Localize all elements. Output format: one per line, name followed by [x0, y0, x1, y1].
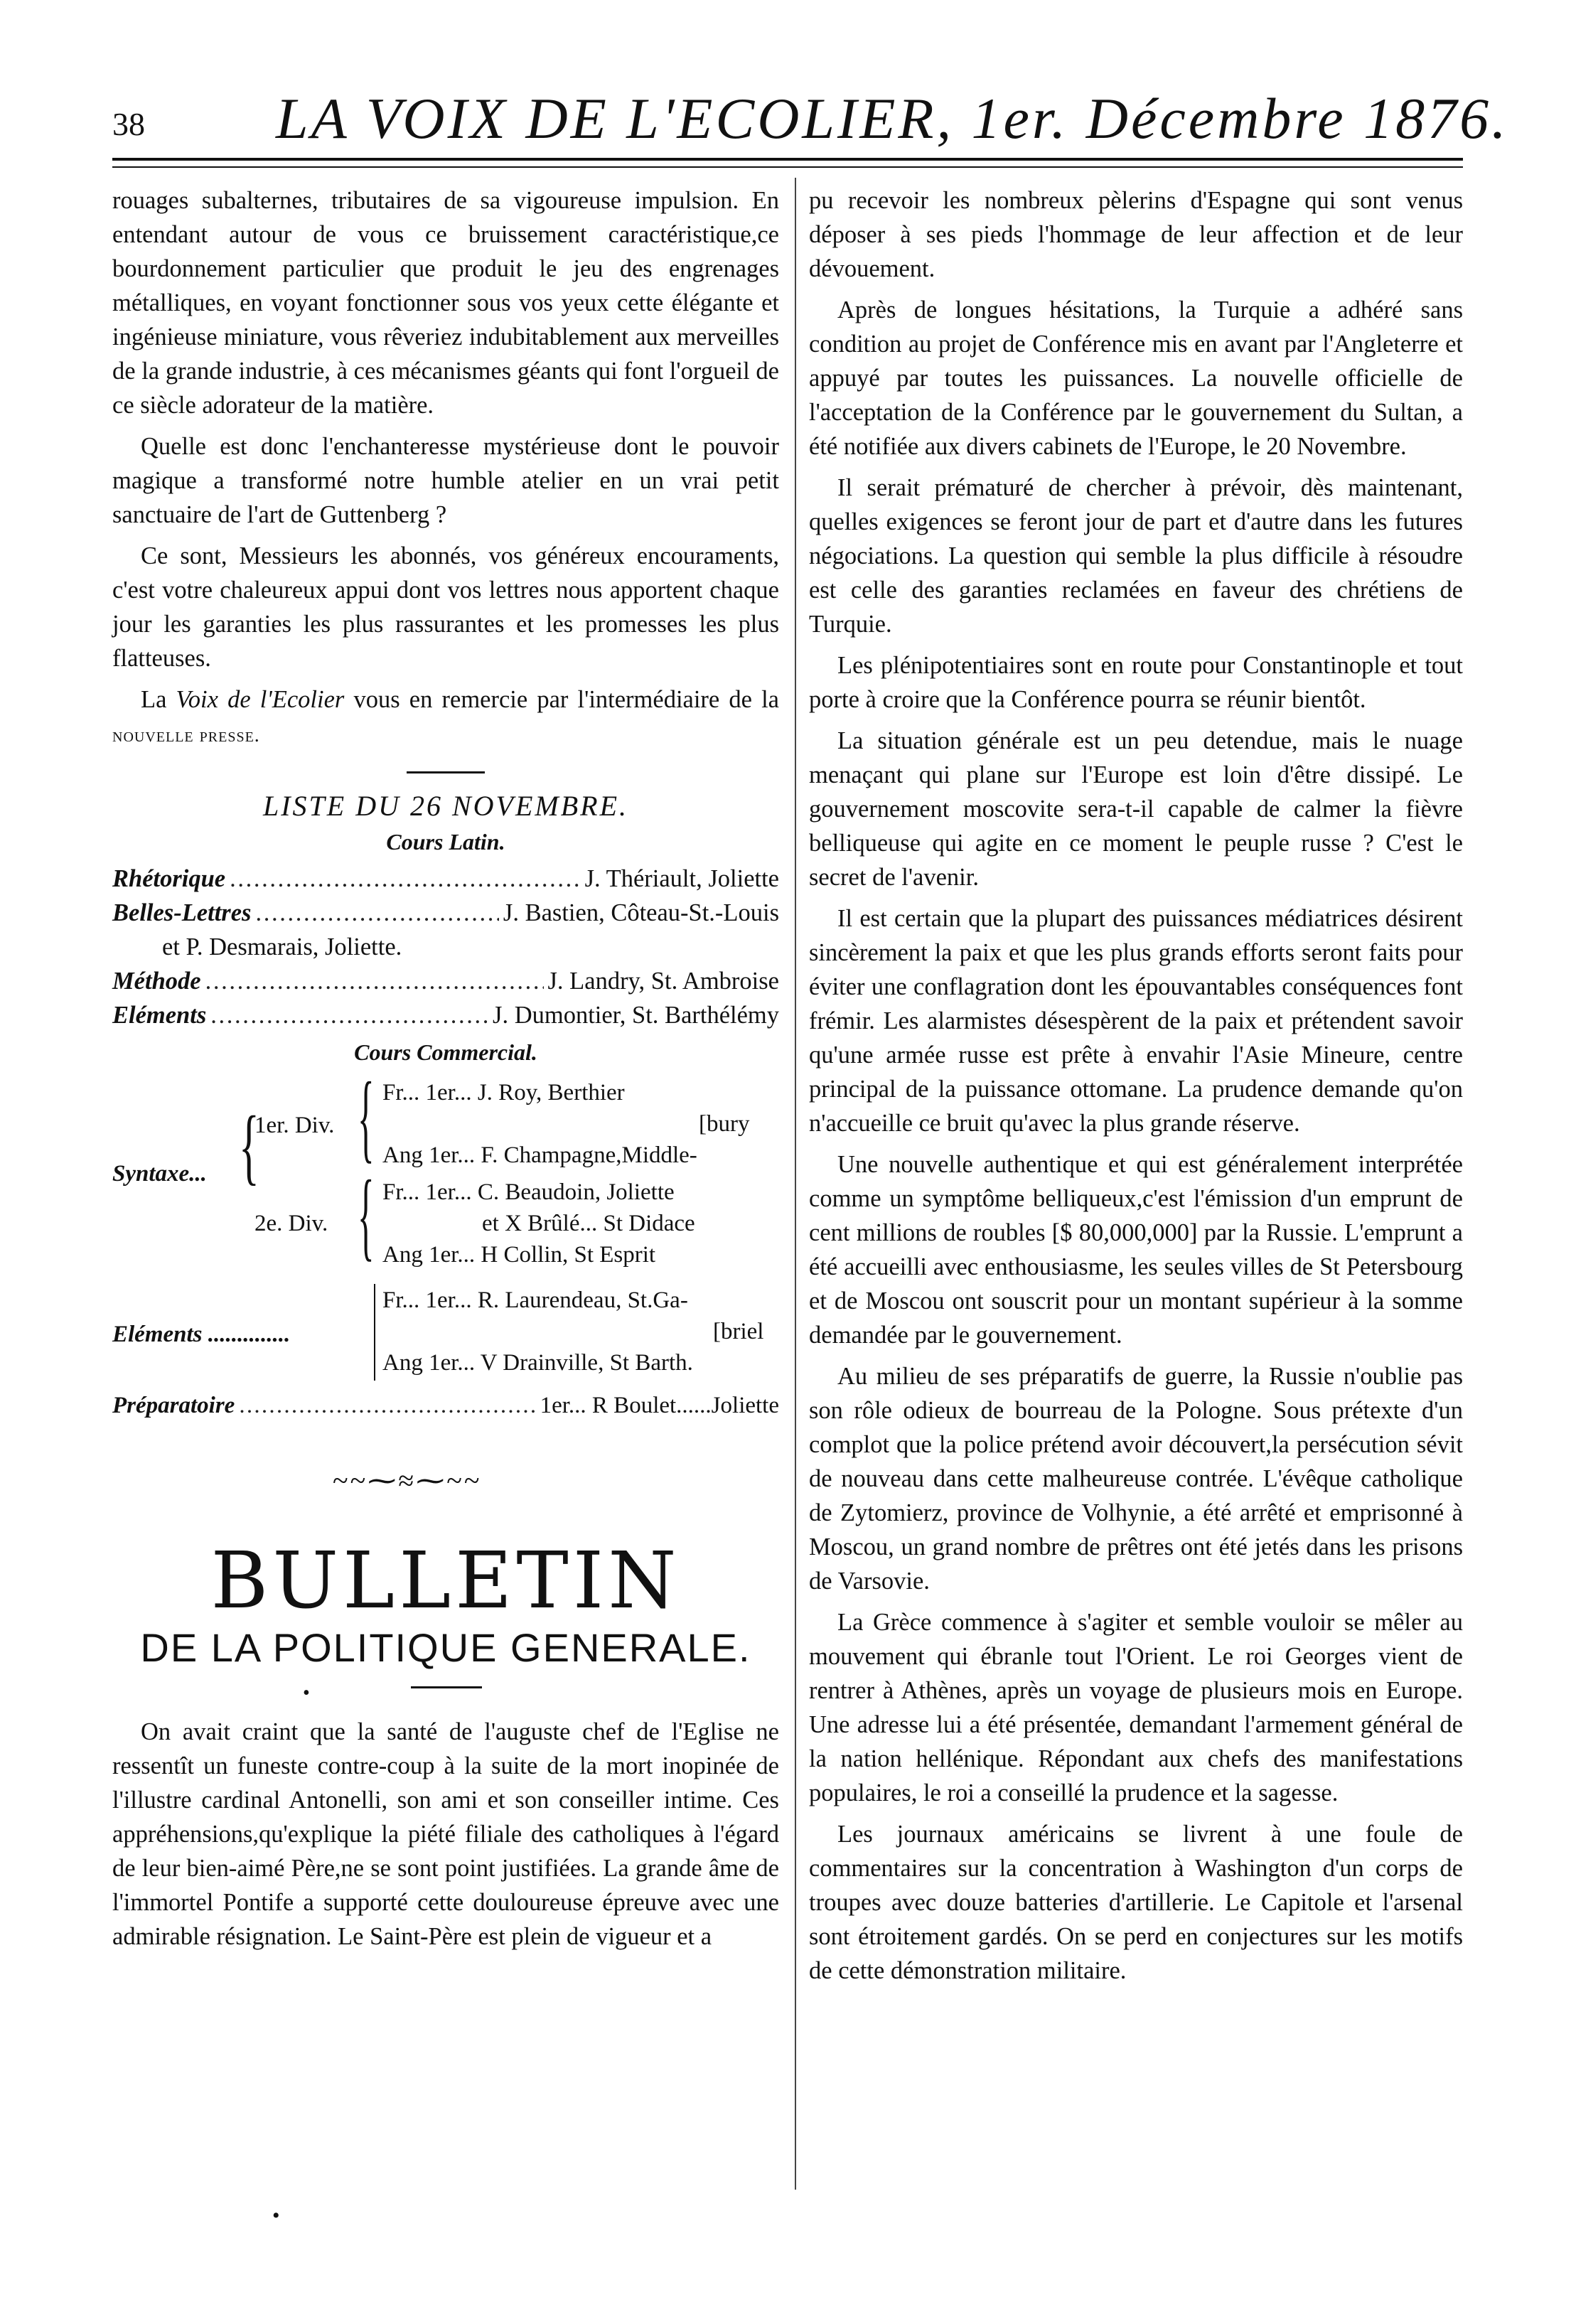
paragraph: Au milieu de ses préparatifs de guerre, la Russie n'oublie pas son rôle odieux de bourreau de la Pologne. Sous prétexte d'un complot que la police prétend avoir découvert,la persécution sévit de nouveau dans cette malheureuse contrée. L'évêque catholique de Zytomierz, province de Volhynie, a été arrêté et emprisonné à Moscou, un grand nombre de prêtres ont été jetés dans les prisons de Varsovie. — [809, 1363, 1463, 1595]
elements-entry: Ang 1er... V Drainville, St Barth. — [382, 1350, 693, 1376]
bulletin-rule — [112, 1674, 779, 1704]
list-label: Rhétorique — [112, 865, 226, 892]
elements-bar — [374, 1284, 375, 1381]
list-value: J. Landry, St. Ambroise — [547, 968, 779, 995]
brace-div1: { — [358, 1062, 375, 1172]
list-value: J. Thériault, Joliette — [584, 865, 779, 892]
list-title: LISTE DU 26 NOVEMBRE. — [262, 790, 629, 822]
list-item — [112, 896, 779, 930]
syntaxe-entry: Fr... 1er... C. Beaudoin, Joliette — [382, 1179, 675, 1205]
list-value: 1er... R Boulet......Joliette — [540, 1393, 779, 1418]
paragraph: pu recevoir les nombreux pèlerins d'Espagne qui sont venus déposer à ses pieds l'hommage de leur affection et de leur dévouement. — [809, 187, 1463, 282]
ornament: ~~⁓≈⁓~~ — [333, 1464, 482, 1496]
list-item — [112, 964, 779, 998]
brace-div2: { — [358, 1160, 375, 1270]
syntaxe-entry: Ang 1er... H Collin, St Esprit — [382, 1242, 656, 1268]
list-label: Préparatoire — [112, 1393, 235, 1418]
leader-dots — [255, 896, 498, 930]
paragraph: Il serait prématuré de chercher à prévoir, dès maintenant, quelles exigences se feront jour de part et d'autre dans les futures négociations. La question qui semble la plus difficile à résoudre est celle des garanties reclamées en faveur des chrétiens de Turquie. — [809, 474, 1463, 638]
div2-label: 2e. Div. — [254, 1211, 328, 1236]
journal-name: Voix de l'Ecolier — [176, 686, 345, 713]
leader-dots — [205, 964, 544, 998]
list-value: J. Bastien, Côteau-St.-Louis — [503, 899, 779, 926]
paragraph: Les journaux américains se livrent à une foule de commentaires sur la concentration à Washington d'un corps de troupes avec douze batteries d'artillerie. Le Capitole et l'arsenal sont étroitement gardés. On se perd en conjectures sur les motifs de cette démonstration militaire. — [809, 1821, 1463, 1984]
elements-label: Eléments .............. — [112, 1322, 291, 1347]
div1-label: 1er. Div. — [254, 1113, 335, 1138]
left-column — [112, 183, 779, 1961]
leader-dots — [239, 1389, 535, 1422]
elements-entry: Fr... 1er... R. Laurendeau, St.Ga- — [382, 1287, 688, 1313]
footer-mark: • — [272, 2204, 280, 2227]
newspaper-title: LA VOIX DE L'ECOLIER, 1er. Décembre 1876. — [276, 86, 1509, 151]
list-item — [112, 1389, 779, 1422]
thanks-paragraph — [112, 682, 779, 753]
syntaxe-entry: Ang 1er... F. Champagne,Middle- — [382, 1142, 697, 1168]
commercial-list — [112, 1062, 779, 1527]
list-label: Eléments — [112, 1002, 207, 1029]
paragraph: La situation générale est un peu detendue, mais le nuage menaçant qui plane sur l'Europe est loin d'être dissipé. Le gouvernement moscovite sera-t-il capable de calmer la fièvre belliqueuse qui agite en ce moment le peuple russe ? C'est le secret de l'avenir. — [809, 727, 1463, 891]
syntaxe-entry: [bury — [699, 1111, 750, 1137]
right-column — [809, 183, 1463, 1995]
page-header — [112, 78, 1509, 156]
paragraph: Ce sont, Messieurs les abonnés, vos généreux encouraments, c'est votre chaleureux appui dont vos lettres nous apportent chaque jour les garanties les plus rassurantes et les promesses les plus flatteuses. — [112, 542, 779, 672]
list-item — [112, 862, 779, 896]
rule-dot: • — [303, 1682, 310, 1704]
leader-dots — [230, 862, 581, 896]
paragraph: Il est certain que la plupart des puissances médiatrices désirent sincèrement la paix et que les plus grands efforts seront faits pour éviter une conflagration dont les épouvantables conséquences font frémir. Les alarmistes désespèrent de la paix et prétendent savoir qu'une armée russe est prête à envahir l'Asie Mineure, centre principal de la puissance ottomane. La prudence demande qu'on n'accueille ce bruit qu'avec la plus grande réserve. — [809, 905, 1463, 1137]
paragraph: Après de longues hésitations, la Turquie a adhéré sans condition au projet de Conférence mis en avant par l'Angleterre et appuyé par toutes les puissances. La nouvelle officielle de l'acceptation de la Conférence par le gouvernement du Sultan, a été notifiée aux divers cabinets de l'Europe, le 20 Novembre. — [809, 296, 1463, 460]
list-continuation: et P. Desmarais, Joliette. — [162, 933, 402, 960]
paragraph: Une nouvelle authentique et qui est généralement interprétée comme un symptôme belliqueux,c'est l'émission d'un emprunt de cent millions de roubles [$ 80,000,000] par la Russie. L'emprunt a été accueilli avec enthousiasme, les seules villes de St Petersbourg et de Moscou ont souscrit pour un montant supérieur à la somme demandée par le gouvernement. — [809, 1151, 1463, 1349]
thanks-pre: La — [141, 686, 176, 713]
bulletin-title: BULLETIN — [210, 1535, 681, 1626]
paragraph: Les plénipotentiaires sont en route pour Constantinople et tout porte à croire que la Conférence pourra se réunir bientôt. — [809, 652, 1463, 713]
column-divider — [795, 178, 796, 2190]
page-number: 38 — [112, 106, 145, 142]
paragraph: rouages subalternes, tributaires de sa vigoureuse impulsion. En entendant autour de vous ce bruissement caractéristique,ce bourdonnement particulier que produit le jeu des engrenages métalliques, en voyant fonctionner sous vos yeux cette élégante et ingénieuse miniature, vous rêveriez indubitablement aux merveilles de la grande industrie, à ces mécanismes géants qui font l'orgueil de ce siècle adorateur de la matière. — [112, 187, 779, 419]
thanks-mid: vous en remercie par l'intermédiaire de la — [344, 686, 779, 713]
brace-left: { — [239, 1098, 259, 1193]
bulletin-subtitle: DE LA POLITIQUE GENERALE. — [140, 1625, 751, 1670]
rule-line — [411, 1686, 482, 1688]
leader-dots — [210, 998, 488, 1032]
list-item — [112, 998, 779, 1032]
header-rule-thick — [112, 158, 1463, 161]
syntaxe-entry: et X Brûlé... St Didace — [482, 1211, 695, 1236]
paragraph: Quelle est donc l'enchanteresse mystérieuse dont le pouvoir magique a transformé notre humble atelier en un vrai petit sanctuaire de l'art de Guttenberg ? — [112, 433, 779, 528]
list-label: Belles-Lettres — [112, 899, 252, 926]
list-label: Méthode — [112, 968, 201, 995]
syntaxe-label: Syntaxe... — [112, 1161, 207, 1187]
paragraph: La Grèce commence à s'agiter et semble vouloir se mêler au mouvement qui ébranle tout l'Orient. Le roi Georges vient de rentrer à Athènes, après un voyage de plusieurs mois en Europe. Une adresse lui a été présentée, demandant l'armement général de la nation hellénique. Répondant aux chefs des manifestations populaires, le roi a conseillé la prudence et la sagesse. — [809, 1609, 1463, 1806]
elements-entry: [briel — [713, 1319, 764, 1344]
list-value: J. Dumontier, St. Barthélémy — [493, 1002, 779, 1029]
nouvelle-presse: nouvelle presse. — [112, 724, 260, 746]
cours-commercial-heading: Cours Commercial. — [354, 1039, 537, 1065]
header-rule-thin — [112, 166, 1463, 168]
bulletin-paragraph: On avait craint que la santé de l'auguste chef de l'Eglise ne ressentît un funeste contre-coup à la suite de la mort inopinée de l'illustre cardinal Antonelli, son ami et son conseiller intime. Ces appréhensions,qu'explique la piété filiale des catholiques à l'égard de leur bien-aimé Père,ne se sont point justifiées. La grande âme de l'immortel Pontife a supporté cette douloureuse épreuve avec une admirable résignation. Le Saint-Père est plein de vigueur et a — [112, 1718, 779, 1950]
cours-latin-heading: Cours Latin. — [386, 829, 505, 855]
section-rule — [407, 771, 485, 773]
syntaxe-entry: Fr... 1er... J. Roy, Berthier — [382, 1080, 625, 1105]
